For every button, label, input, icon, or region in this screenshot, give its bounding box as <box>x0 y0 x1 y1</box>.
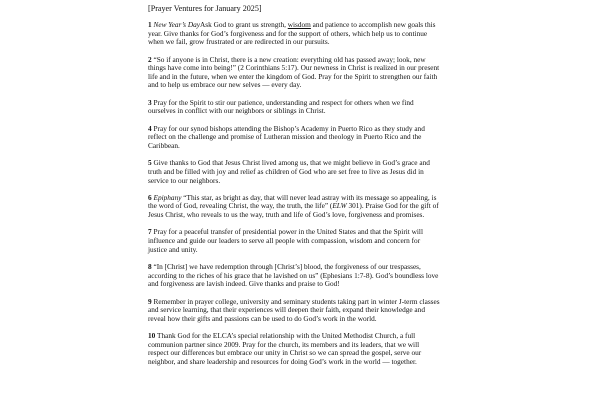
entry-text: and patience to accomplish new goals this year. Give thanks for God’s forgiveness and for the support of others, which help us to continue when we fail, grow frustrated or are redirected in our pursuits. <box>148 20 436 47</box>
entry-number: 7 <box>148 227 152 237</box>
prayer-entry-6 <box>148 194 440 220</box>
entry-underlined-word: wisdom <box>287 20 311 29</box>
entry-number: 2 <box>148 54 152 64</box>
entry-text: Pray for the Spirit to stir our patience, understanding and respect for others when we find ourselves in conflict with our neighbors or siblings in Christ. <box>148 97 414 116</box>
entry-number: 4 <box>148 123 152 133</box>
entry-text: “This star, as bright as day, that will never lead astray with its message so appealing, is the word of God, revealing Christ, the way, the truth, the life” ( <box>148 192 437 211</box>
entry-text: “In [Christ] we have redemption through [Christ’s] blood, the forgiveness of our trespasses, according to the riches of his grace that he lavished on us” (Ephesians 1:7-8). God’s boundless love and forgiveness are lavish indeed. Give thanks and praise to God! <box>148 262 439 289</box>
entry-number: 1 <box>148 20 152 29</box>
entry-number: 10 <box>148 331 156 341</box>
prayer-entry-7 <box>148 228 440 254</box>
prayer-entry-3 <box>148 99 440 116</box>
entry-number: 6 <box>148 192 152 202</box>
entry-text: Remember in prayer college, university and seminary students taking part in winter J-term classes and service learning, that their experiences will deepen their faith, expand their knowledge and reveal how their gifts and passions can be used to do God’s work in the world. <box>148 296 440 323</box>
entry-number: 5 <box>148 158 152 168</box>
prayer-entry-1 <box>148 21 440 47</box>
prayer-entry-8 <box>148 263 440 289</box>
prayer-entry-5 <box>148 159 440 185</box>
entry-text: Give thanks to God that Jesus Christ lived among us, that we might believe in God’s grace and truth and be filled with joy and relief as children of God who are set free to live as Jesus did in service to our neighbors. <box>148 158 430 185</box>
entry-title: New Year’s Day <box>153 20 200 29</box>
entry-number: 9 <box>148 296 152 306</box>
entry-number: 8 <box>148 262 152 272</box>
entry-text-tail: 301). Praise God for the gift of Jesus Christ, who reveals to us the way, truth and life of God’s love, forgiveness and promises. <box>148 201 439 220</box>
document-header: [Prayer Ventures for January 2025] <box>148 4 262 13</box>
entry-number: 3 <box>148 97 152 107</box>
entry-text: “So if anyone is in Christ, there is a new creation: everything old has passed away; look, new things have come into being!” (2 Corinthians 5:17). Our newness in Christ is realized in our present life and in the future, when we enter the kingdom of God. Pray for the Spirit to strengthen our faith and to help us embrace our new selves — every day. <box>148 54 440 90</box>
entry-text-lead: Ask God to grant us strength, <box>199 20 288 29</box>
entry-text: Pray for our synod bishops attending the Bishop’s Academy in Puerto Rico as they study and reflect on the challenge and promise of Lutheran mission and theology in Puerto Rico and the Caribbean. <box>148 123 425 150</box>
prayer-entry-4 <box>148 125 440 151</box>
entry-text: Thank God for the ELCA’s special relationship with the United Methodist Church, a full communion partner since 2009. Pray for the church, its members and its leaders, that we will respect our differences but embrace our unity in Christ so we can spread the gospel, serve our neighbor, and share leadership and resources for doing God’s work in the world — together. <box>148 331 422 366</box>
prayer-entry-2 <box>148 56 440 90</box>
entry-text: Pray for a peaceful transfer of presidential power in the United States and that the Spirit will influence and guide our leaders to serve all people with compassion, wisdom and concern for justice and unity. <box>148 227 423 254</box>
entry-citation: ELW <box>332 201 347 211</box>
entry-title: Epiphany <box>153 192 182 202</box>
prayer-entry-10 <box>148 332 440 366</box>
prayer-entry-9 <box>148 298 440 324</box>
